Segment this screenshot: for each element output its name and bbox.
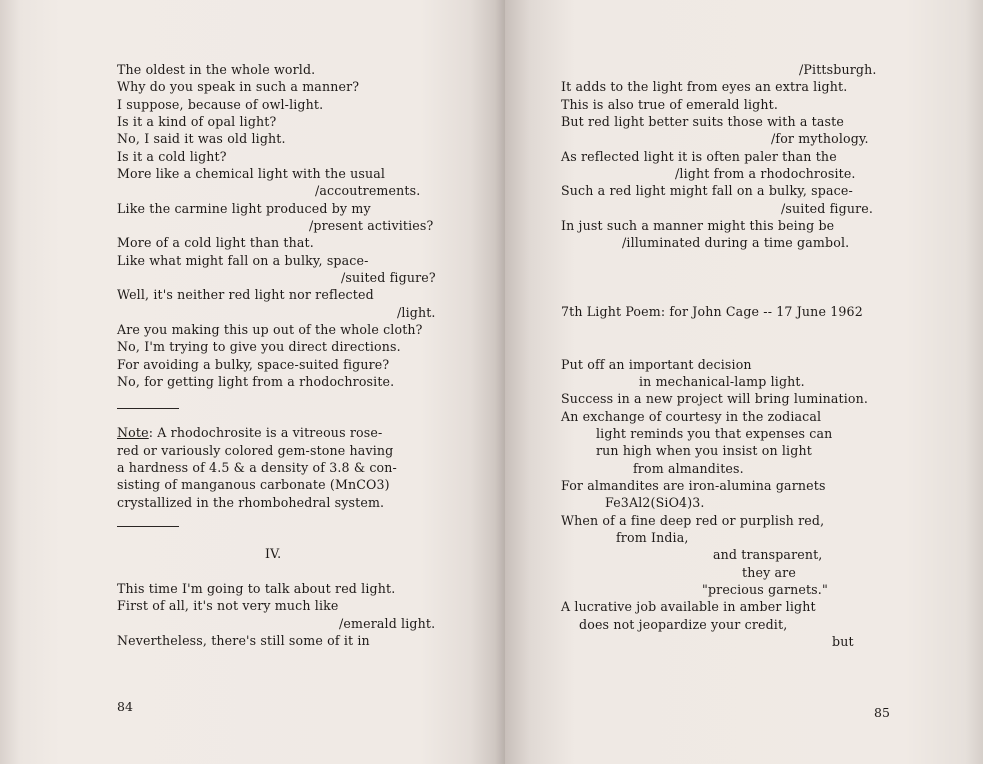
page-number: 85 (874, 705, 890, 720)
text-line: This time I'm going to talk about red light. (117, 581, 396, 596)
poem-line: An exchange of courtesy in the zodiacal (561, 409, 822, 424)
note-line: crystallized in the rhombohedral system. (117, 495, 385, 510)
text-line: As reflected light it is often paler than the (561, 149, 837, 164)
note-line: a hardness of 4.5 & a density of 3.8 & con- (117, 460, 397, 475)
text-line: But red light better suits those with a taste (561, 114, 844, 129)
text-line: No, I said it was old light. (117, 131, 286, 146)
section-divider (117, 526, 179, 527)
text-line: No, for getting light from a rhodochrosite. (117, 374, 395, 389)
text-line: Is it a cold light? (117, 149, 227, 164)
note-label: Note (117, 425, 149, 440)
text-line: More of a cold light than that. (117, 235, 314, 250)
text-line: The oldest in the whole world. (117, 62, 316, 77)
text-line: Nevertheless, there's still some of it in (117, 633, 370, 648)
poem-line: from almandites. (633, 461, 744, 476)
text-line: /suited figure? (341, 270, 436, 285)
text-line: Like the carmine light produced by my (117, 201, 371, 216)
text-line: /suited figure. (781, 201, 874, 216)
poem-line: in mechanical-lamp light. (639, 374, 805, 389)
poem-line: and transparent, (713, 547, 823, 562)
text-line: /accoutrements. (315, 183, 421, 198)
poem-line: Success in a new project will bring lumination. (561, 391, 869, 406)
text-line: Are you making this up out of the whole cloth? (117, 322, 423, 337)
poem-line: they are (742, 565, 796, 580)
poem-line: Put off an important decision (561, 357, 752, 372)
right-page (505, 0, 983, 764)
text-line: Such a red light might fall on a bulky, space- (561, 183, 853, 198)
text-line: /light from a rhodochrosite. (675, 166, 856, 181)
poem-line: Fe3Al2(SiO4)3. (605, 495, 705, 510)
note-line: sisting of manganous carbonate (MnCO3) (117, 477, 390, 492)
poem-line: When of a fine deep red or purplish red, (561, 513, 825, 528)
poem-line: For almandites are iron-alumina garnets (561, 478, 826, 493)
text-line: Like what might fall on a bulky, space- (117, 253, 369, 268)
poem-line: light reminds you that expenses can (596, 426, 833, 441)
text-line: I suppose, because of owl-light. (117, 97, 324, 112)
text-line: /present activities? (309, 218, 434, 233)
text-line: More like a chemical light with the usual (117, 166, 386, 181)
text-line: /illuminated during a time gambol. (622, 235, 850, 250)
poem-line: run high when you insist on light (596, 443, 812, 458)
section-heading: IV. (265, 546, 282, 561)
text-line: Why do you speak in such a manner? (117, 79, 360, 94)
poem-line: from India, (616, 530, 689, 545)
text-line: This is also true of emerald light. (561, 97, 778, 112)
poem-line: A lucrative job available in amber light (561, 599, 816, 614)
text-line: It adds to the light from eyes an extra light. (561, 79, 848, 94)
poem-title: 7th Light Poem: for John Cage -- 17 June 1962 (561, 304, 863, 319)
show-through-text (290, 28, 395, 46)
text-line: /light. (397, 305, 436, 320)
text-line: /emerald light. (339, 616, 436, 631)
text-line: /for mythology. (771, 131, 869, 146)
note-line (117, 425, 382, 440)
poem-line: does not jeopardize your credit, (579, 617, 788, 632)
note-line: red or variously colored gem-stone having (117, 443, 394, 458)
text-line: For avoiding a bulky, space-suited figure? (117, 357, 390, 372)
note-text: : A rhodochrosite is a vitreous rose- (148, 425, 383, 440)
text-line: No, I'm trying to give you direct directions. (117, 339, 401, 354)
text-line: In just such a manner might this being be (561, 218, 835, 233)
poem-line: but (832, 634, 854, 649)
section-divider (117, 408, 179, 409)
text-line: Well, it's neither red light nor reflected (117, 287, 374, 302)
page-number: 84 (117, 699, 133, 714)
text-line: /Pittsburgh. (799, 62, 877, 77)
text-line: First of all, it's not very much like (117, 598, 339, 613)
poem-line: "precious garnets." (702, 582, 828, 597)
text-line: Is it a kind of opal light? (117, 114, 277, 129)
